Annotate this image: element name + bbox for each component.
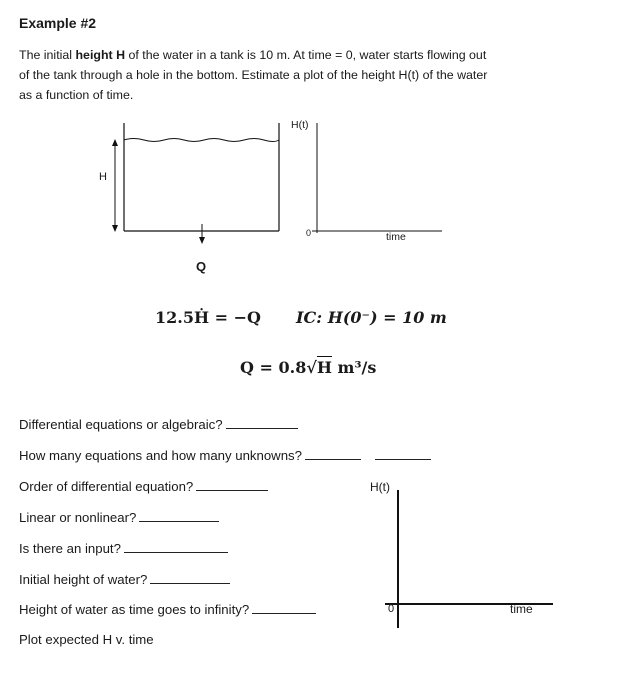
- eq2-lhs: Q = 0.8: [240, 358, 307, 377]
- height-arrow-up: [112, 139, 118, 146]
- big-plot-y-label: H(t): [370, 480, 390, 494]
- answer-blank-4[interactable]: [139, 509, 219, 522]
- small-plot-y-label: H(t): [291, 119, 309, 131]
- initial-condition: [296, 308, 447, 327]
- intro-line-2: of the tank through a hole in the bottom. Estimate a plot of the height H(t) of the water: [19, 68, 488, 82]
- tank-h-label: H: [99, 171, 107, 183]
- equation-mass-balance: [155, 308, 261, 327]
- small-plot-x-label: time: [386, 231, 406, 243]
- outflow-arrow-icon: [199, 237, 205, 244]
- answer-blank-3[interactable]: [196, 478, 268, 491]
- ic-text: IC: H(0⁻) = 10 m: [296, 308, 447, 327]
- question-6: [19, 571, 230, 587]
- sqrt-symbol: √: [306, 358, 317, 377]
- answer-blank-2b[interactable]: [375, 447, 431, 460]
- question-4: [19, 509, 219, 525]
- equation-1: 12.5Ḣ = −Q: [155, 308, 261, 327]
- question-5: [19, 540, 228, 556]
- question-3: [19, 478, 268, 494]
- eq2-radicand: H: [316, 358, 332, 377]
- question-4-text: Linear or nonlinear?: [19, 510, 137, 525]
- question-5-text: Is there an input?: [19, 541, 121, 556]
- equation-outflow: [240, 358, 376, 377]
- question-3-text: Order of differential equation?: [19, 479, 194, 494]
- question-6-text: Initial height of water?: [19, 572, 148, 587]
- answer-blank-5[interactable]: [124, 540, 228, 553]
- intro-bold-text: height H: [75, 48, 126, 62]
- intro-text: The initial: [19, 48, 76, 62]
- intro-text-cont: of the water in a tank is 10 m. At time = 0, water starts flowing out: [125, 48, 487, 62]
- answer-blank-6[interactable]: [150, 571, 230, 584]
- question-1-text: Differential equations or algebraic?: [19, 417, 223, 432]
- small-plot-origin: 0: [306, 228, 312, 238]
- height-arrow-down: [112, 225, 118, 232]
- question-2-text: How many equations and how many unknowns?: [19, 448, 302, 463]
- page-title: Example #2: [19, 15, 97, 31]
- question-2: [19, 447, 431, 463]
- intro-line-3: as a function of time.: [19, 88, 134, 102]
- eq2-units: m³/s: [331, 358, 377, 377]
- question-7-text: Height of water as time goes to infinity?: [19, 602, 250, 617]
- big-plot-x-label: time: [510, 602, 533, 616]
- answer-blank-7[interactable]: [252, 601, 316, 614]
- answer-blank-2a[interactable]: [305, 447, 361, 460]
- tank-q-label: Q: [196, 259, 207, 274]
- water-surface: [124, 139, 279, 142]
- answer-blank-1[interactable]: [226, 416, 298, 429]
- question-7: [19, 601, 316, 617]
- question-8: Plot expected H v. time: [19, 632, 154, 647]
- question-1: [19, 416, 298, 432]
- big-plot-origin: 0: [388, 603, 395, 615]
